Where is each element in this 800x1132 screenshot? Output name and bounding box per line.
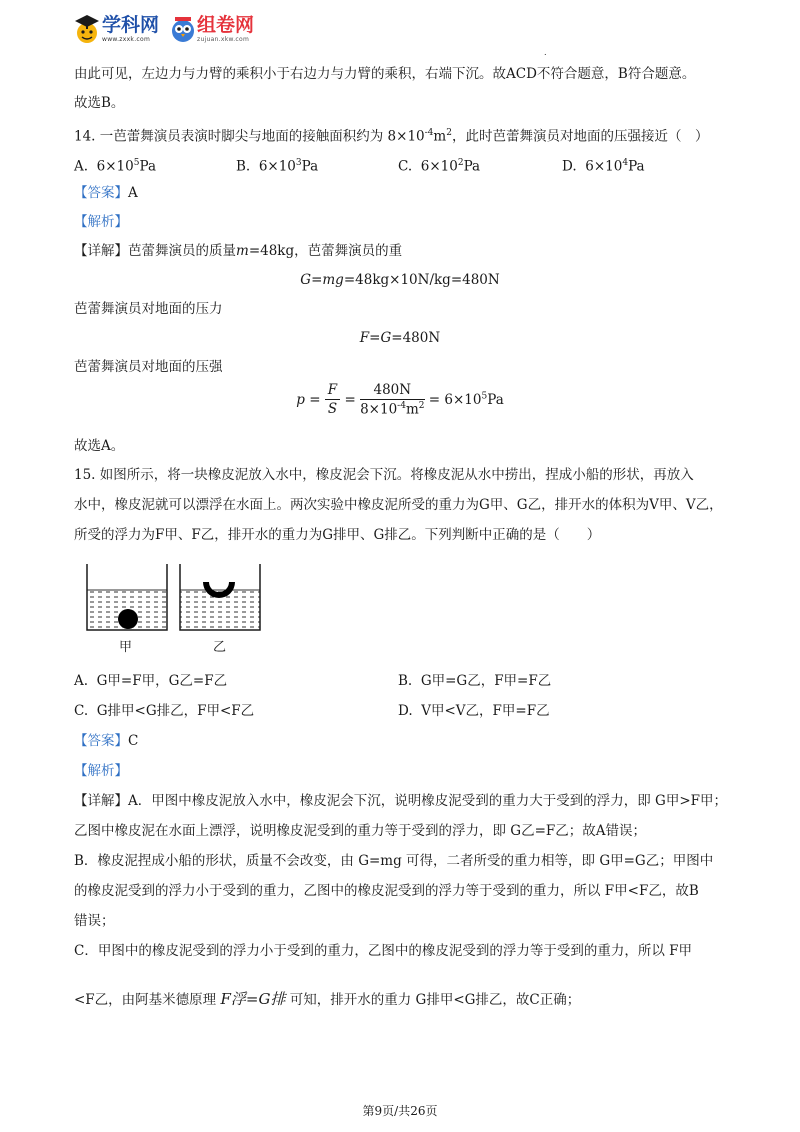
q15-figure	[82, 560, 272, 656]
q14-option-c-exp: 2	[457, 158, 464, 168]
eq3-num: 480N	[360, 382, 424, 400]
eq3-res-exp: 5	[481, 391, 488, 402]
eq3-res-b: Pa	[487, 392, 504, 408]
q14-analysis-tag: 【解析】	[74, 214, 128, 230]
q15-option-b-text: G甲=G乙，F甲=F乙	[420, 673, 552, 689]
eq3-den-b: m	[405, 401, 419, 418]
q14-pressure-force-line: 芭蕾舞演员对地面的压力	[74, 301, 223, 317]
q15-options-row2	[74, 702, 734, 720]
beaker-yi	[180, 564, 260, 630]
eq1-rest: =48kg×10N/kg=480N	[343, 272, 500, 288]
q15-option-a-letter: A.	[74, 673, 89, 689]
q14-option-b-base: 6×10	[258, 158, 296, 175]
q15-detail-2: 乙图中橡皮泥在水面上漂浮，说明橡皮泥受到的重力等于受到的浮力，即 G乙=F乙；故A错误；	[74, 823, 647, 839]
q14-stem-sq: 2	[446, 128, 452, 138]
eq3-res-a: = 6×10	[428, 392, 482, 408]
q14-select: 故选A。	[74, 438, 125, 454]
q15-detail-1	[74, 792, 727, 810]
q15-stem-2: 水中，橡皮泥就可以漂浮在水面上。两次实验中橡皮泥所受的重力为G甲、G乙，排开水的体积为V甲、V乙，	[74, 497, 723, 513]
eq3-p: p	[296, 391, 305, 408]
q14-option-b-letter: B.	[236, 158, 251, 175]
q15-detail-3: B．橡皮泥捏成小船的形状，质量不会改变，由 G=mg 可得，二者所受的重力相等，即 G甲=G乙；甲图中	[74, 853, 714, 869]
q15-stem-1: 15. 如图所示，将一块橡皮泥放入水中，橡皮泥会下沉。将橡皮泥从水中捞出，捏成小船的形状，再放入	[74, 467, 694, 483]
q14-option-c[interactable]	[398, 154, 480, 176]
logo2-name: 组卷网	[197, 13, 255, 36]
q15-option-c[interactable]	[74, 702, 254, 720]
xuekewang-logo[interactable]	[72, 13, 159, 45]
eq3-s: S	[327, 401, 338, 418]
q14-answer-value: A	[128, 185, 138, 201]
eq2-eq: =	[369, 330, 381, 346]
clay-ball	[118, 609, 138, 629]
eq1-mg: mg	[322, 272, 344, 288]
q14-option-a[interactable]	[74, 154, 156, 176]
eq3-den-a: 8×10	[360, 401, 398, 418]
q14-answer	[74, 184, 138, 202]
header-logos	[72, 12, 264, 46]
owl-mascot-icon	[169, 13, 197, 45]
q15-option-b-letter: B.	[398, 673, 413, 689]
q15-option-c-letter: C.	[74, 703, 89, 719]
fig-label-jia: 甲	[119, 640, 133, 655]
q15-answer-value: C	[128, 733, 139, 749]
q14-detail-1	[74, 242, 402, 260]
q15-detail-4: 的橡皮泥受到的浮力小于受到的重力，乙图中的橡皮泥受到的浮力等于受到的重力，所以 F甲<F乙，故B	[74, 883, 699, 899]
q14-option-d-unit: Pa	[628, 158, 645, 175]
page-number: 第9页/共26页	[362, 1104, 438, 1118]
eq2-f: F	[359, 330, 370, 346]
q15-options-row1	[74, 672, 734, 690]
q14-eq-weight	[0, 271, 800, 289]
prev-conclusion: 由此可见，左边力与力臂的乘积小于右边力与力臂的乘积，右端下沉。故ACD不符合题意，B符合题意。	[74, 66, 696, 82]
q15-stem-3: 所受的浮力为F甲、F乙，排开水的重力为G排甲、G排乙。下列判断中正确的是（ ）	[74, 527, 601, 543]
q14-detail-mass-symbol: m	[236, 243, 249, 259]
q14-detail-tag: 【详解】	[74, 243, 128, 259]
logo2-url: zujuan.xkw.com	[197, 35, 250, 43]
q15-answer-tag: 【答案】	[74, 733, 128, 749]
logo1-url: www.zxxk.com	[102, 35, 151, 43]
eq3-den-sq: 2	[418, 401, 425, 411]
q14-stem-exp: -4	[424, 128, 434, 138]
q14-stem	[74, 124, 708, 146]
q15-detail-1-text: A．甲图中橡皮泥放入水中，橡皮泥会下沉，说明橡皮泥受到的重力大于受到的浮力，即 G甲>F甲；	[128, 793, 728, 809]
logo1-name: 学科网	[102, 13, 160, 36]
q15-analysis-tag: 【解析】	[74, 763, 128, 779]
q14-option-b[interactable]	[236, 154, 318, 176]
archimedes-formula: F浮=G排	[220, 990, 286, 1008]
q14-option-b-exp: 3	[295, 158, 302, 168]
q14-options	[74, 154, 734, 175]
q14-option-b-unit: Pa	[301, 158, 319, 175]
q14-option-d-letter: D.	[562, 158, 577, 175]
q15-option-a[interactable]	[74, 672, 227, 690]
eq2-rest: =480N	[391, 330, 441, 346]
q15-option-a-text: G甲=F甲，G乙=F乙	[96, 673, 228, 689]
q14-option-d[interactable]	[562, 154, 645, 176]
q15-option-d-letter: D.	[398, 703, 413, 719]
eq3-f: F	[325, 382, 340, 400]
eq1-eq: =	[311, 272, 323, 288]
q14-option-a-exp: 5	[133, 158, 140, 168]
fig-label-yi: 乙	[213, 640, 227, 655]
q15-detail-5: 错误；	[74, 913, 115, 929]
q14-stem-b: m	[433, 128, 447, 145]
eq1-g: G	[300, 272, 312, 288]
q14-option-d-base: 6×10	[585, 158, 623, 175]
q14-option-a-unit: Pa	[139, 158, 156, 175]
q14-pressure-line: 芭蕾舞演员对地面的压强	[74, 359, 223, 375]
q14-option-c-letter: C.	[398, 158, 413, 175]
q14-stem-a: 14. 一芭蕾舞演员表演时脚尖与地面的接触面积约为 8×10	[74, 128, 425, 145]
q14-eq-pressure: p = $\frac{F}{S}$ = $\frac{480N}{8\times 10^{-4}m^2}$ = $6\times 10^5Pa$	[296, 382, 504, 418]
q15-detail-7b: 可知，排开水的重力 G排甲<G排乙，故C正确；	[289, 992, 581, 1008]
q14-eq-force	[0, 329, 800, 347]
q15-detail-tag: 【详解】	[74, 793, 128, 809]
q14-option-d-exp: 4	[622, 158, 629, 168]
q14-option-a-letter: A.	[74, 158, 89, 175]
q15-option-b[interactable]	[398, 672, 551, 690]
eq3-frac-fs	[325, 382, 340, 417]
q14-option-a-base: 6×10	[96, 158, 134, 175]
q15-detail-7a: <F乙，由阿基米德原理	[74, 992, 217, 1008]
q15-option-c-text: G排甲<G排乙，F甲<F乙	[96, 703, 255, 719]
q15-option-d[interactable]	[398, 702, 550, 720]
eq3-frac-values	[360, 382, 424, 418]
q15-detail-6: C．甲图中的橡皮泥受到的浮力小于受到的重力，乙图中的橡皮泥受到的浮力等于受到的重力，所以 F甲	[74, 943, 692, 959]
q15-answer	[74, 732, 138, 750]
q14-detail-1b: =48kg，芭蕾舞演员的重	[248, 243, 403, 259]
q14-answer-tag: 【答案】	[74, 185, 128, 201]
stray-dot: .	[544, 48, 547, 57]
mascot-icon	[72, 13, 102, 45]
q15-detail-7	[74, 990, 580, 1009]
prev-select: 故选B。	[74, 95, 125, 111]
q14-option-c-base: 6×10	[420, 158, 458, 175]
q14-option-c-unit: Pa	[463, 158, 481, 175]
beaker-jia	[87, 564, 167, 630]
zujuanwang-logo[interactable]	[169, 13, 254, 45]
q15-option-d-text: V甲<V乙，F甲=F乙	[421, 703, 550, 719]
eq3-den-exp: -4	[397, 401, 406, 411]
q14-stem-c: ，此时芭蕾舞演员对地面的压强接近（ ）	[451, 128, 709, 145]
eq2-g: G	[380, 330, 392, 346]
q14-detail-1a: 芭蕾舞演员的质量	[128, 243, 236, 259]
